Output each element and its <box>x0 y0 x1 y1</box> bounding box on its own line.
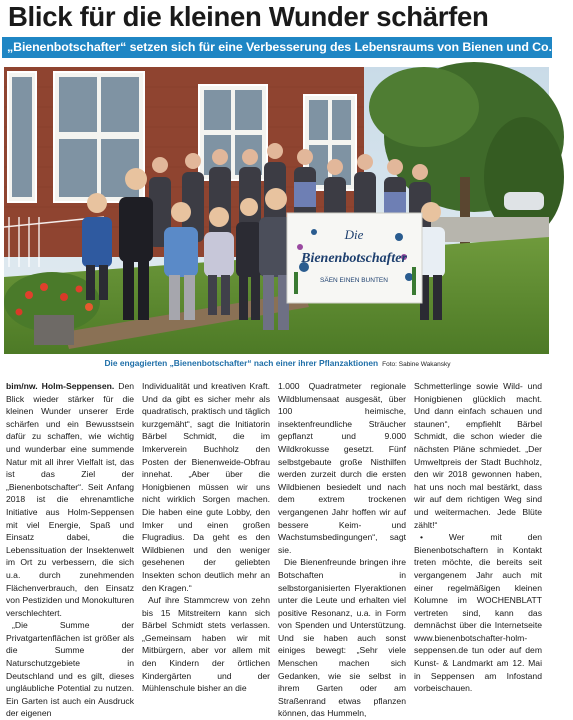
photo-caption <box>0 356 555 370</box>
photo-illustration <box>4 67 549 354</box>
paragraph: 1.000 Quadratmeter regionale Wildblumensaat ausgesät, über 100 heimische, insektenfreundliche Sträucher gepflanzt und 9.000 Wildkrokusse gesetzt. Fünf selbstgebaute große Nisthilfen werden zurzeit durch die ersten Wildbienen besiedelt und nach dem extrem trockenen vergangenen Jahr hoffen wir auf bessere Keim- und Wachstumsbedingungen“, sagt sie. <box>278 381 406 555</box>
dateline: bim/nw. Holm-Seppensen. <box>6 381 115 391</box>
article-body <box>6 380 552 719</box>
caption-text: Die engagierten „Bienenbotschafter“ nach einer ihrer Pflanzaktionen <box>104 358 379 368</box>
banner-line3: SÄEN EINEN BUNTEN <box>320 277 388 284</box>
paragraph-text: Den Blick wieder stärker für die kleinen Wunder unserer Erde schärfen und ein Bewusstsein dafür zu schaffen, wie wichtig und wunderbar eine summende Natur mit all ihrer Vielfalt ist, das ist das Ziel der „Bienenbotschafter“. Seit Anfang 2018 ist die ehrenamtliche Initiative aus Holm-Seppensen mit viel Energie, Spaß und Einsatz dabei, die Lebenssituation der Insektenwelt im Ort zu verbessern, die sich u.a. durch zunehmenden Flächenverbrauch, den Einsatz von Pestiziden und Monokulturen verschlechtert. <box>6 381 135 618</box>
article-column-1 <box>6 380 135 719</box>
article-column-3 <box>278 380 406 719</box>
headline: Blick für die kleinen Wunder schärfen <box>8 1 489 32</box>
paragraph: • Wer mit den Bienenbotschaftern in Kontakt treten möchte, die bereits seit vergangenem Jahr auch mit einer regelmäßigen kleinen Kolumne im WOCHENBLATT vertreten sind, kann das demnächst über die Internetseite www.bienenbotschafter-holm-seppensen.de tun oder auf dem Kunst- & Landmarkt am 12. Mai in Seppensen am Infostand vorbeischauen. <box>414 532 542 694</box>
photo-credit: Foto: Sabine Wakansky <box>382 361 451 368</box>
banner-line1: Die <box>344 227 364 242</box>
paragraph: „Die Summe der Privatgartenflächen ist größer als die Summe der Naturschutzgebiete in Deutschland und es gilt, dieses ungláubliche Potential zu nutzen. Ein Garten ist auch ein Ausdruck der eigenen <box>6 620 134 719</box>
article-column-4 <box>414 380 542 694</box>
paragraph: Die Bienenfreunde bringen ihre Botschaften in selbstorganisierten Flyeraktionen unter die Leute und erhalten viel positive Resonanz, u.a. in Form von Spenden und Unterstützung. Und sie haben auch sonst einiges bewegt: „Sehr viele Menschen machen sich Gedanken, wie sie selbst in ihrem Garten oder am Straßenrand etwas pflanzen können, das Hummeln, <box>278 557 406 719</box>
article-column-2 <box>142 380 270 694</box>
group-photo <box>4 67 549 354</box>
paragraph: Auf ihre Stammcrew von zehn bis 15 Mitstreitern kann sich Bärbel Schmidt stets verlassen. „Gemeinsam haben wir mit Mitbürgern, aber vor allem mit den Kindern der örtlichen Kindergärten und der Mühlenschule bisher an die <box>142 595 270 694</box>
paragraph <box>6 380 134 619</box>
banner-line2: Bienenbotschafter <box>301 251 407 266</box>
paragraph: Schmetterlinge sowie Wild- und Honigbienen glücklich macht. Und dann einfach schauen und staunen“, empfiehlt Bärbel Schmidt, die schon wieder die nächsten Pläne schmiedet. „Der Umweltpreis der Stadt Buchholz, den wir 2018 gewonnen haben, hat uns noch mal bestärkt, dass wir auf dem richtigen Weg sind und weitermachen. Jede Blüte zählt!“ <box>414 381 542 530</box>
banner <box>287 213 422 303</box>
paragraph: Individualität und kreativen Kraft. Und da gibt es sicher mehr als quadratisch, praktisch und täglich kurzgemäht“, sagt die Initiatorin Bärbel Schmidt, die im Imkerverein Buchholz den Posten der Bienenweide-Obfrau innehat. „Aber über die Honigbienen müssen wir uns nicht wirklich Sorgen machen. Die haben eine gute Lobby, den Imker und einen großen Flugradius. Da geht es den Wildbienen und den weniger gesehenen der geliebten Insekten schon deutlich mehr an den Kragen.“ <box>142 381 270 593</box>
subheadline-bar: „Bienenbotschafter“ setzen sich für eine Verbesserung des Lebensraums von Bienen und Co. ein <box>2 37 552 58</box>
